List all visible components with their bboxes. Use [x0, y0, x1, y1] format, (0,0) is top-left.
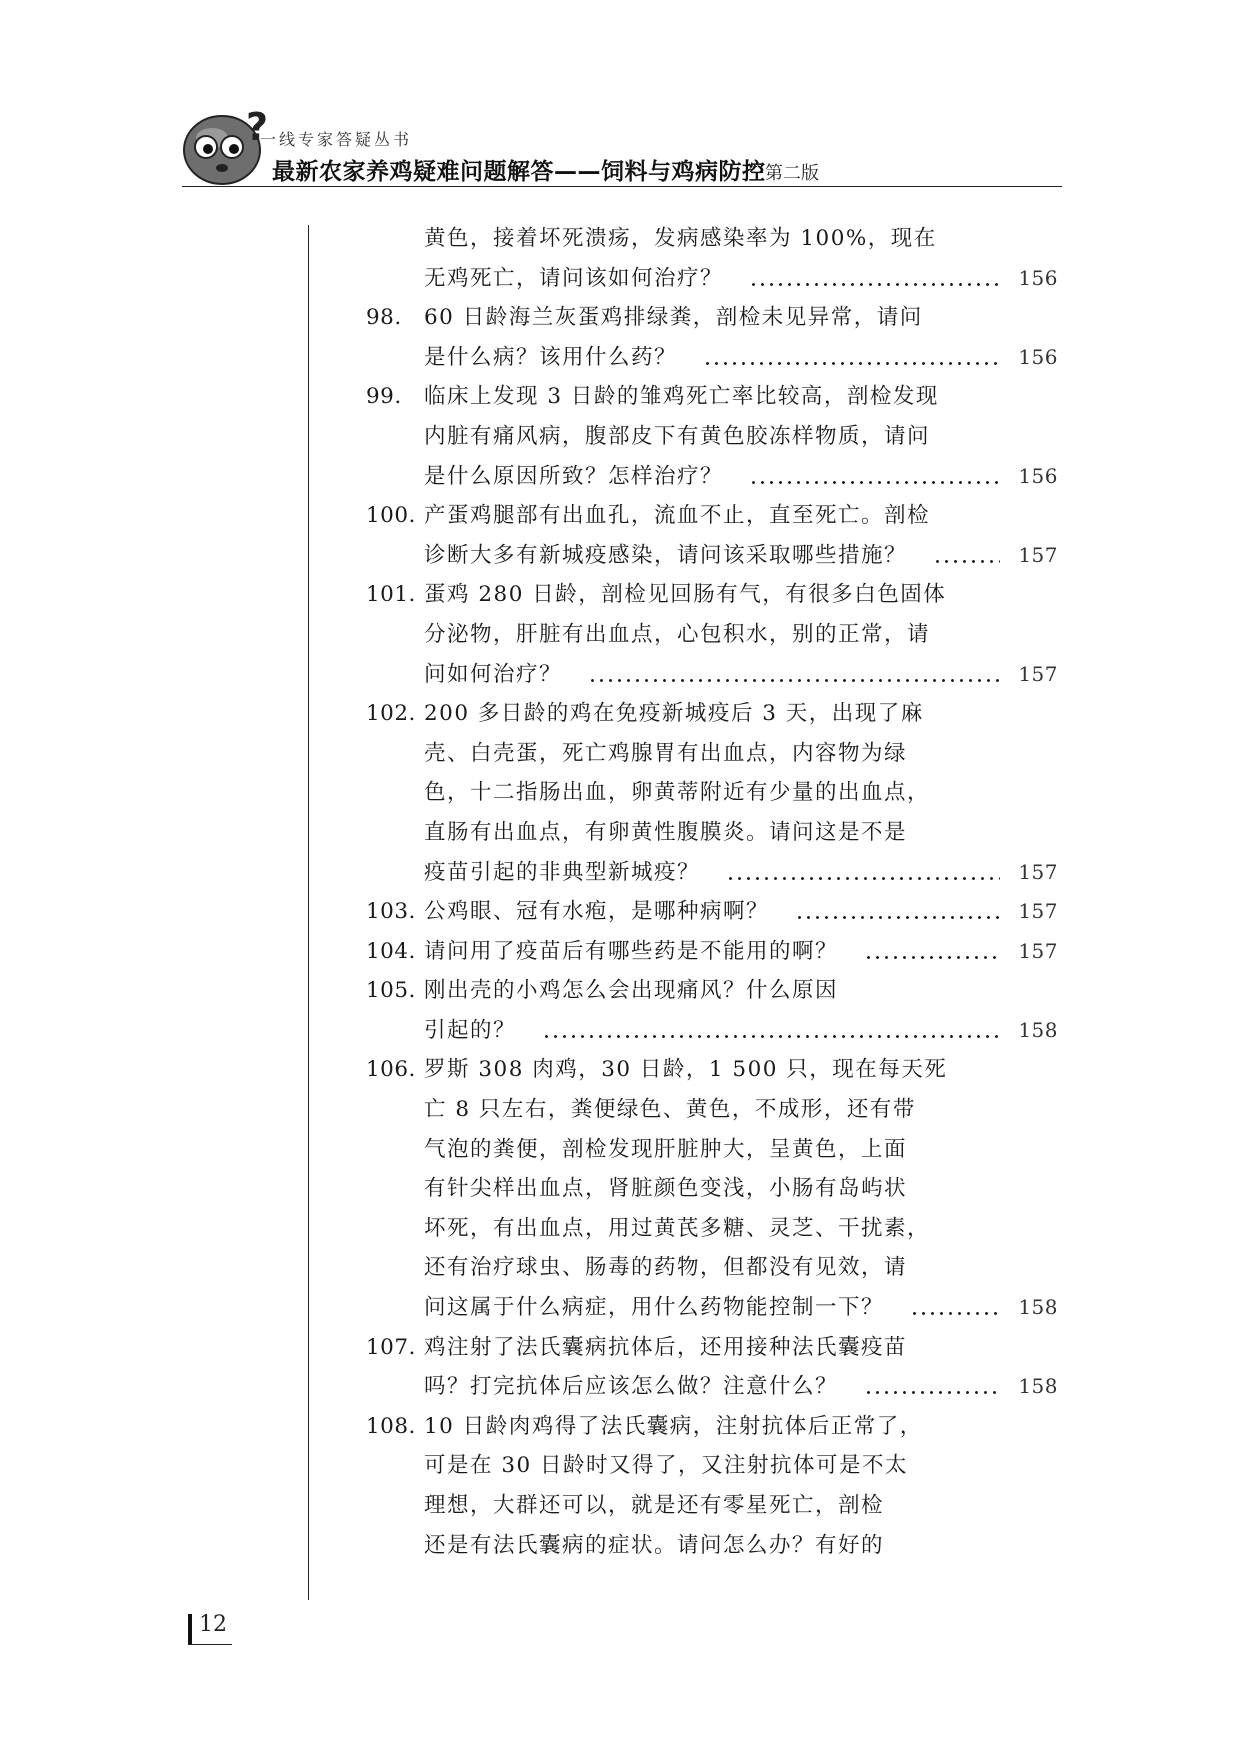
- toc-entry-text: 内脏有痛风病，腹部皮下有黄色胶冻样物质，请问: [424, 423, 931, 449]
- toc-entry[interactable]: [0, 377, 1243, 496]
- toc-line: [0, 1130, 1243, 1170]
- toc-entry-text: 无鸡死亡，请问该如何治疗？: [424, 265, 724, 291]
- book-title: 最新农家养鸡疑难问题解答——饲料与鸡病防控: [272, 159, 766, 185]
- toc-entry-text: 分泌物，肝脏有出血点，心包积水，别的正常，请: [424, 621, 931, 647]
- toc-entry-text: 亡 8 只左右，粪便绿色、黄色，不成形，还有带: [424, 1097, 916, 1123]
- toc-entry-number: 107.: [366, 1334, 416, 1360]
- toc-entry-text: 罗斯 308 肉鸡，30 日龄，1 500 只，现在每天死: [424, 1057, 948, 1083]
- toc-entry-text: 理想，大群还可以，就是还有零星死亡，剖检: [424, 1493, 885, 1518]
- toc-line: [0, 773, 1243, 813]
- toc-page-number: 157: [1018, 938, 1058, 963]
- toc-entry-number: 108.: [366, 1413, 416, 1439]
- toc-entry[interactable]: [0, 496, 1243, 575]
- toc-entry-text: 200 多日龄的鸡在免疫新城疫后 3 天，出现了麻: [424, 701, 924, 727]
- toc-entry[interactable]: [0, 892, 1243, 932]
- toc-leader-dots: [542, 1035, 1000, 1038]
- toc-entry-text: 气泡的粪便，剖检发现肝脏肿大，呈黄色，上面: [424, 1136, 908, 1162]
- toc-entry-text: 色，十二指肠出血，卵黄蒂附近有少量的出血点，: [424, 780, 931, 806]
- toc-entry-text: 问如何治疗？: [424, 661, 563, 687]
- toc-leader-dots: [588, 679, 1000, 682]
- toc-line: [0, 932, 1243, 972]
- toc-entry-number: 98.: [366, 305, 402, 331]
- toc-entry-text: 公鸡眼、冠有水疱，是哪种病啊？: [424, 899, 770, 925]
- toc-line: [0, 1328, 1243, 1368]
- toc-line: [0, 1288, 1243, 1328]
- header-divider: [182, 186, 1062, 187]
- toc-entry[interactable]: [0, 219, 1243, 298]
- toc-line: [0, 1050, 1243, 1090]
- toc-leader-dots: [795, 916, 1000, 919]
- toc-entry-text: 产蛋鸡腿部有出血孔，流血不止，直至死亡。剖检: [424, 503, 931, 529]
- toc-leader-dots: [933, 560, 1000, 563]
- toc-entry-text: 是什么原因所致？怎样治疗？: [424, 463, 724, 489]
- toc-line: [0, 417, 1243, 457]
- toc-page-number: 157: [1018, 661, 1058, 686]
- toc-line: [0, 892, 1243, 932]
- toc-line: [0, 457, 1243, 497]
- toc-entry-number: 103.: [366, 899, 416, 925]
- toc-page-number: 158: [1018, 1295, 1058, 1320]
- toc-entry-text: 可是在 30 日龄时又得了，又注射抗体可是不太: [424, 1453, 909, 1479]
- toc-line: [0, 1446, 1243, 1486]
- toc-entry-number: 99.: [366, 384, 402, 410]
- toc-entry-text: 蛋鸡 280 日龄，剖检见回肠有气，有很多白色固体: [424, 582, 947, 608]
- toc-line: [0, 575, 1243, 615]
- toc-entry-number: 106.: [366, 1057, 416, 1083]
- toc-entry-text: 疫苗引起的非典型新城疫？: [424, 859, 701, 885]
- toc-entry-number: 101.: [366, 582, 416, 608]
- toc-entry[interactable]: [0, 575, 1243, 694]
- toc-entry-text: 有针尖样出血点，肾脏颜色变浅，小肠有岛屿状: [424, 1176, 908, 1202]
- toc-entry-number: 104.: [366, 938, 416, 964]
- toc-entry-text: 引起的？: [424, 1017, 517, 1043]
- toc-page-number: 156: [1018, 463, 1058, 488]
- toc-entry-text: 壳、白壳蛋，死亡鸡腺胃有出血点，内容物为绿: [424, 740, 908, 766]
- toc-line: [0, 694, 1243, 734]
- toc-line: [0, 813, 1243, 853]
- toc-leader-dots: [864, 956, 1000, 959]
- toc-entry-text: 60 日龄海兰灰蛋鸡排绿粪，剖检未见异常，请问: [424, 305, 923, 331]
- toc-page-number: 156: [1018, 344, 1058, 369]
- svg-text:?: ?: [246, 105, 269, 149]
- toc-line: [0, 298, 1243, 338]
- toc-entry-text: 黄色，接着坏死溃疡，发病感染率为 100%，现在: [424, 226, 937, 251]
- toc-entry-number: 102.: [366, 701, 416, 727]
- toc-entry-text: 鸡注射了法氏囊病抗体后，还用接种法氏囊疫苗: [424, 1334, 908, 1360]
- toc-line: [0, 496, 1243, 536]
- toc-leader-dots: [726, 877, 1000, 880]
- toc-line: [0, 1486, 1243, 1526]
- toc-entry-text: 坏死，有出血点，用过黄芪多糖、灵芝、干扰素，: [424, 1215, 931, 1241]
- toc-line: [0, 536, 1243, 576]
- toc-entry-text: 吗？打完抗体后应该怎么做？注意什么？: [424, 1374, 839, 1400]
- toc-entry-text: 请问用了疫苗后有哪些药是不能用的啊？: [424, 938, 839, 964]
- toc-page-number: 158: [1018, 1374, 1058, 1399]
- toc-line: [0, 219, 1243, 259]
- toc-page-number: 158: [1018, 1017, 1058, 1042]
- toc-leader-dots: [910, 1312, 1000, 1315]
- toc-entry-text: 问这属于什么病症，用什么药物能控制一下？: [424, 1295, 885, 1321]
- toc-entry-text: 还有治疗球虫、肠毒的药物，但都没有见效，请: [424, 1255, 908, 1281]
- toc-line: [0, 1407, 1243, 1447]
- toc-entry[interactable]: [0, 1050, 1243, 1327]
- toc-entry-text: 直肠有出血点，有卵黄性腹膜炎。请问这是不是: [424, 819, 908, 845]
- toc-line: [0, 971, 1243, 1011]
- toc-line: [0, 853, 1243, 893]
- edition-label: 第二版: [765, 163, 819, 184]
- toc-line: [0, 338, 1243, 378]
- toc-leader-dots: [703, 362, 1000, 365]
- toc-entry-number: 105.: [366, 978, 416, 1004]
- toc-page-number: 157: [1018, 899, 1058, 924]
- toc-line: [0, 1248, 1243, 1288]
- toc-entry[interactable]: [0, 298, 1243, 377]
- toc-entry[interactable]: [0, 694, 1243, 892]
- toc-entry[interactable]: [0, 971, 1243, 1050]
- toc-entry-number: 100.: [366, 503, 416, 529]
- toc-page-number: 157: [1018, 859, 1058, 884]
- toc-page-number: 157: [1018, 542, 1058, 567]
- footer-rule: [188, 1644, 232, 1645]
- toc-entry-text: 诊断大多有新城疫感染，请问该采取哪些措施？: [424, 542, 908, 568]
- toc-line: [0, 1011, 1243, 1051]
- toc-leader-dots: [864, 1391, 1000, 1394]
- toc-line: [0, 259, 1243, 299]
- toc-line: [0, 1169, 1243, 1209]
- toc-line: [0, 655, 1243, 695]
- toc-page-number: 156: [1018, 265, 1058, 290]
- toc-leader-dots: [749, 481, 1000, 484]
- toc-leader-dots: [749, 283, 1000, 286]
- toc-line: [0, 377, 1243, 417]
- toc-line: [0, 734, 1243, 774]
- footer-marker: [188, 1614, 192, 1644]
- toc-line: [0, 615, 1243, 655]
- toc-entry-text: 是什么病？该用什么药？: [424, 344, 678, 370]
- toc-entry[interactable]: [0, 1328, 1243, 1407]
- toc-line: [0, 1367, 1243, 1407]
- series-title: 一线专家答疑丛书: [260, 130, 413, 149]
- toc-line: [0, 1526, 1243, 1566]
- page-number: 12: [199, 1612, 227, 1637]
- toc-line: [0, 1209, 1243, 1249]
- toc-line: [0, 1090, 1243, 1130]
- toc-entry-text: 10 日龄肉鸡得了法氏囊病，注射抗体后正常了，: [424, 1413, 923, 1439]
- toc-entry-text: 临床上发现 3 日龄的雏鸡死亡率比较高，剖检发现: [424, 384, 939, 410]
- toc-entry[interactable]: [0, 932, 1243, 972]
- toc-list: [0, 219, 1243, 1565]
- toc-entry-text: 刚出壳的小鸡怎么会出现痛风？什么原因: [424, 978, 839, 1004]
- toc-entry-text: 还是有法氏囊病的症状。请问怎么办？有好的: [424, 1532, 885, 1558]
- toc-entry[interactable]: [0, 1407, 1243, 1565]
